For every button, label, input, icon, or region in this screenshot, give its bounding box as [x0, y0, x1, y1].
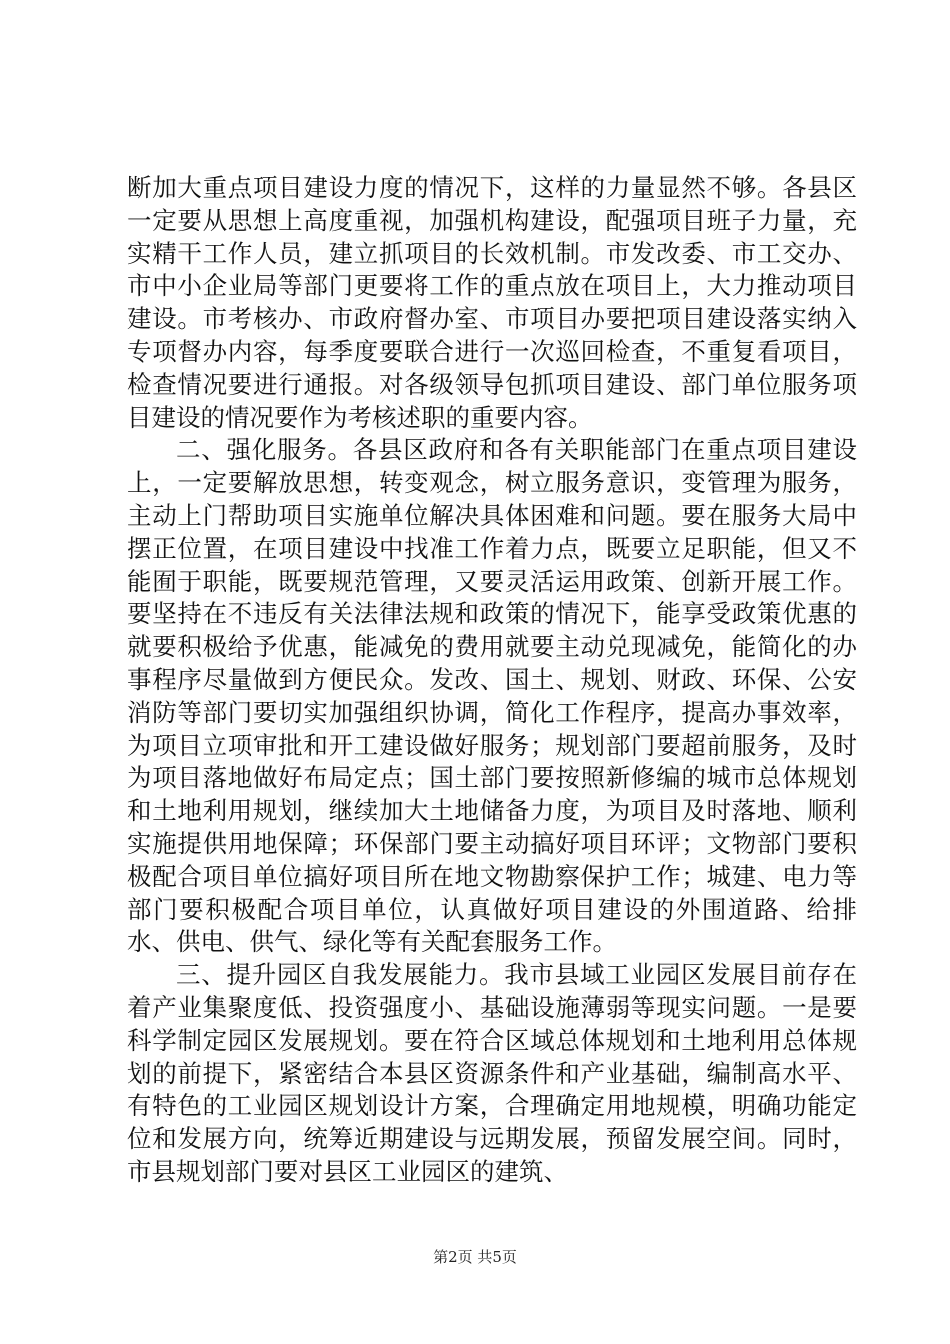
paragraph-3: 三、提升园区自我发展能力。我市县域工业园区发展目前存在着产业集聚度低、投资强度小、基础设施薄弱等现实问题。一是要科学制定园区发展规划。要在符合区域总体规划和土地利用总体规划的前提下，紧密结合本县区资源条件和产业基础，编制高水平、有特色的工业园区规划设计方案，合理确定用地规模，明确功能定位和发展方向，统筹近期建设与远期发展，预留发展空间。同时，市县规划部门要对县区工业园区的建筑、 — [127, 960, 857, 1186]
page-number-footer: 第2页 共5页 — [433, 1248, 517, 1266]
paragraph-2: 二、强化服务。各县区政府和各有关职能部门在重点项目建设上，一定要解放思想，转变观念，树立服务意识，变管理为服务，主动上门帮助项目实施单位解决具体困难和问题。要在服务大局中摆正位置，在项目建设中找准工作着力点，既要立足职能，但又不能囿于职能，既要规范管理，又要灵活运用政策、创新开展工作。要坚持在不违反有关法律法规和政策的情况下，能享受政策优惠的就要积极给予优惠，能减免的费用就要主动兑现减免，能简化的办事程序尽量做到方便民众。发改、国土、规划、财政、环保、公安消防等部门要切实加强组织协调，简化工作程序，提高办事效率，为项目立项审批和开工建设做好服务；规划部门要超前服务，及时为项目落地做好布局定点；国土部门要按照新修编的城市总体规划和土地利用规划，继续加大土地储备力度，为项目及时落地、顺利实施提供用地保障；环保部门要主动搞好项目环评；文物部门要积极配合项目单位搞好项目所在地文物勘察保护工作；城建、电力等部门要积极配合项目单位，认真做好项目建设的外围道路、给排水、供电、供气、绿化等有关配套服务工作。 — [127, 435, 857, 957]
document-body — [127, 172, 857, 1189]
paragraph-1: 断加大重点项目建设力度的情况下，这样的力量显然不够。各县区一定要从思想上高度重视，加强机构建设，配强项目班子力量，充实精干工作人员，建立抓项目的长效机制。市发改委、市工交办、市中小企业局等部门更要将工作的重点放在项目上，大力推动项目建设。市考核办、市政府督办室、市项目办要把项目建设落实纳入专项督办内容，每季度要联合进行一次巡回检查，不重复看项目，检查情况要进行通报。对各级领导包抓项目建设、部门单位服务项目建设的情况要作为考核述职的重要内容。 — [127, 173, 857, 432]
